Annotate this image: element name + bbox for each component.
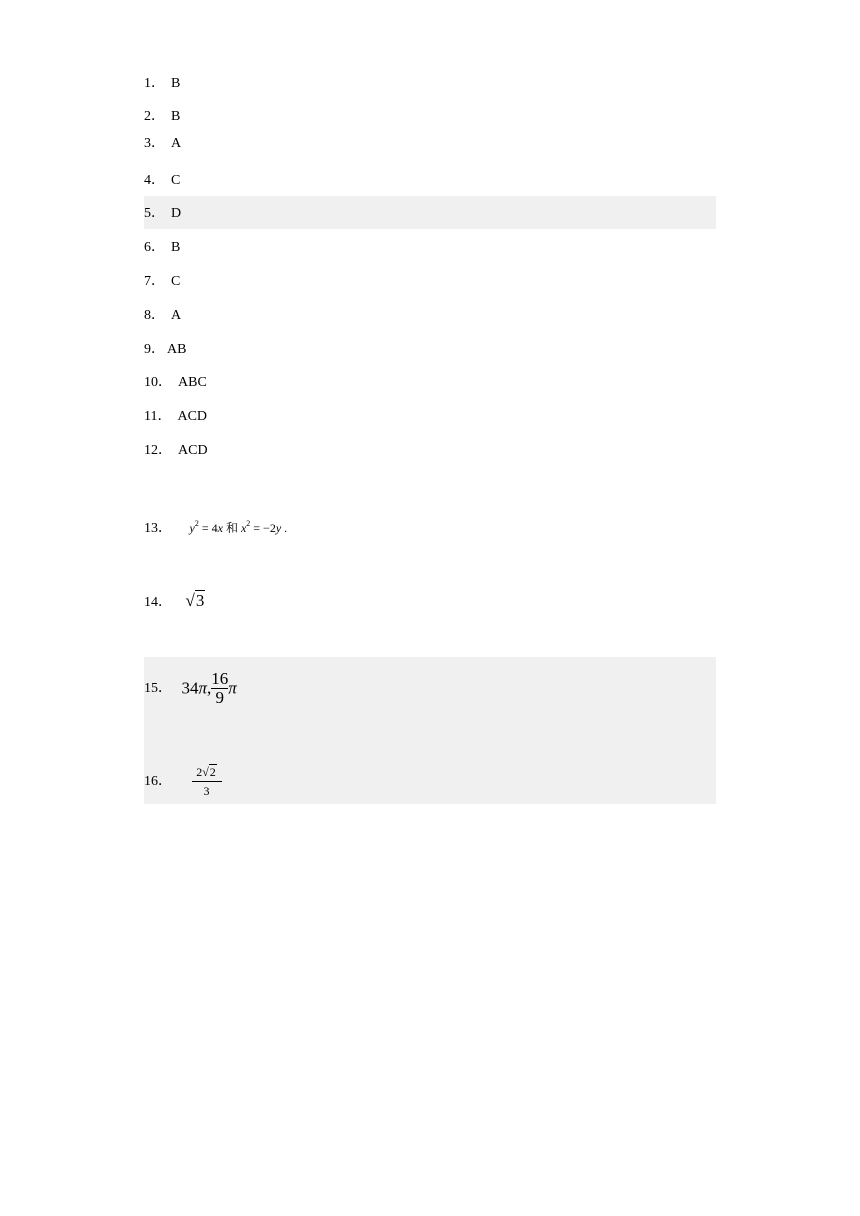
formula-text: , bbox=[207, 678, 212, 698]
answer-value: C bbox=[171, 274, 181, 289]
square-root bbox=[202, 763, 217, 781]
radical-sign: √ bbox=[185, 591, 195, 610]
coefficient: 2 bbox=[196, 765, 203, 779]
question-number: 3． bbox=[144, 136, 165, 151]
formula-var: y bbox=[189, 521, 195, 535]
answer-formula bbox=[186, 592, 206, 612]
denominator: 9 bbox=[215, 688, 225, 707]
question-number: 7． bbox=[144, 274, 165, 289]
question-number: 14． bbox=[144, 595, 172, 610]
question-number: 8． bbox=[144, 308, 165, 323]
numerator: 16 bbox=[211, 669, 229, 688]
answer-value: C bbox=[171, 173, 181, 188]
answer-formula bbox=[182, 670, 237, 707]
answer-row-9 bbox=[144, 341, 716, 359]
question-number: 15． bbox=[144, 680, 172, 696]
answer-value: AB bbox=[167, 342, 187, 357]
answer-row-2 bbox=[144, 108, 716, 126]
answer-value: ABC bbox=[178, 375, 207, 390]
formula-text: 和 bbox=[222, 521, 241, 535]
radical-sign: √ bbox=[202, 765, 209, 779]
question-number: 1． bbox=[144, 76, 165, 91]
numerator bbox=[192, 763, 222, 781]
formula-var: y bbox=[275, 521, 282, 535]
denominator: 3 bbox=[203, 784, 210, 798]
answer-formula bbox=[192, 763, 222, 800]
answer-row-14 bbox=[144, 592, 716, 612]
question-number: 10． bbox=[144, 375, 172, 390]
answer-row-13 bbox=[144, 515, 716, 538]
answer-row-8 bbox=[144, 307, 716, 325]
formula-text: . bbox=[281, 521, 288, 535]
answer-value: ACD bbox=[178, 443, 208, 458]
answer-row-7 bbox=[144, 273, 716, 291]
question-number: 13． bbox=[144, 521, 172, 536]
answer-value: B bbox=[171, 240, 181, 255]
pi-symbol: π bbox=[228, 678, 237, 698]
formula-exponent: 2 bbox=[194, 519, 199, 528]
question-number: 4． bbox=[144, 173, 165, 188]
answer-row-6 bbox=[144, 239, 716, 257]
answer-value: B bbox=[171, 109, 181, 124]
answer-row-11 bbox=[144, 408, 716, 426]
answer-value: A bbox=[171, 136, 182, 151]
square-root bbox=[186, 592, 206, 610]
answer-row-4 bbox=[144, 172, 716, 190]
question-number: 12． bbox=[144, 443, 172, 458]
formula-var: x bbox=[217, 521, 223, 535]
answer-value: D bbox=[171, 206, 182, 221]
formula-text: 34 bbox=[181, 678, 199, 698]
answer-row-16 bbox=[144, 763, 716, 803]
formula-text: = −2 bbox=[250, 521, 276, 535]
answer-row-5 bbox=[144, 205, 716, 223]
answer-row-15 bbox=[144, 670, 716, 714]
question-number: 16． bbox=[144, 773, 172, 789]
radicand: 2 bbox=[209, 765, 216, 779]
fraction bbox=[192, 763, 222, 800]
fraction bbox=[211, 670, 228, 707]
radicand: 3 bbox=[195, 591, 205, 610]
answer-row-1 bbox=[144, 75, 716, 93]
question-number: 9． bbox=[144, 342, 165, 357]
answer-formula bbox=[190, 515, 288, 537]
question-number: 2． bbox=[144, 109, 165, 124]
pi-symbol: π bbox=[198, 678, 208, 698]
answer-value: A bbox=[171, 308, 182, 323]
question-number: 5． bbox=[144, 206, 165, 221]
formula-exponent: 2 bbox=[246, 519, 251, 528]
answer-row-12 bbox=[144, 442, 716, 460]
question-number: 6． bbox=[144, 240, 165, 255]
answer-value: ACD bbox=[177, 409, 208, 424]
answer-value: B bbox=[171, 76, 181, 91]
formula-var: x bbox=[240, 521, 247, 535]
answer-row-3 bbox=[144, 135, 716, 153]
formula-text: = 4 bbox=[198, 521, 218, 535]
answer-row-10 bbox=[144, 374, 716, 392]
question-number: 11． bbox=[144, 409, 172, 424]
